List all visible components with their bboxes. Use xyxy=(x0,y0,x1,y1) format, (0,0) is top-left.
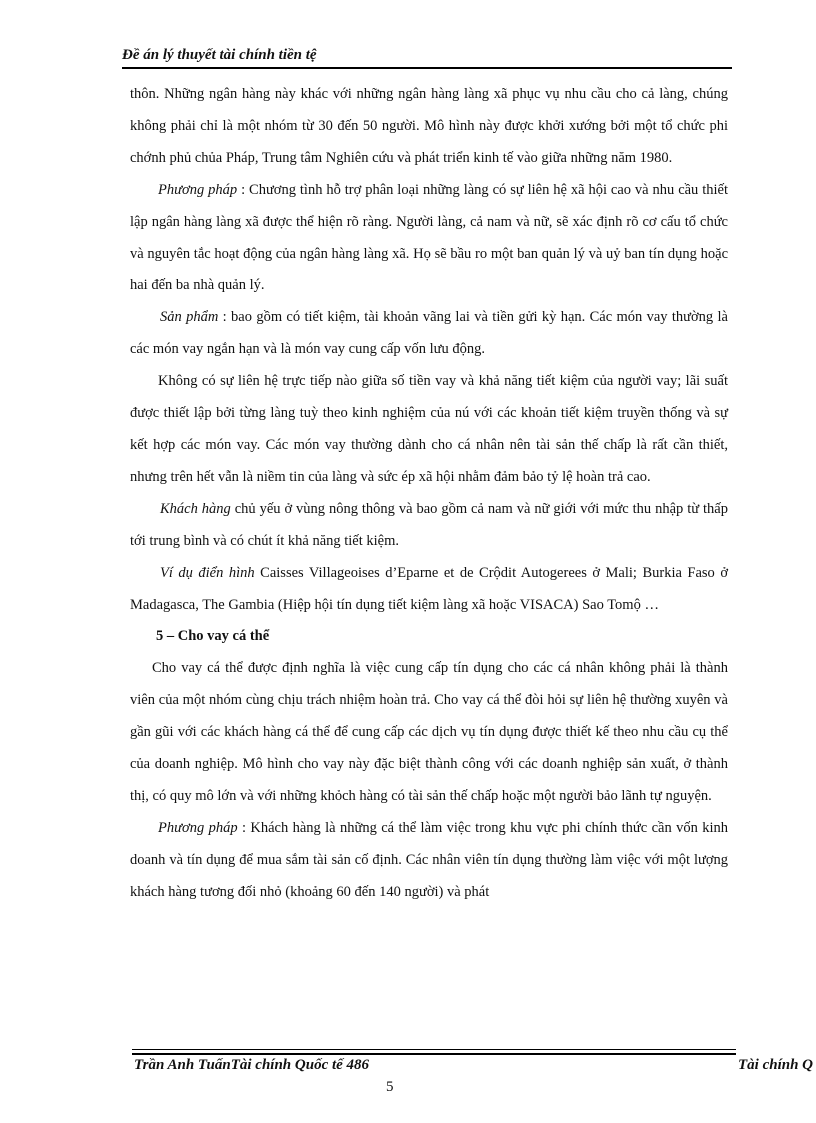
text-customers: chủ yếu ở vùng nông thông và bao gồm cả nam và nữ giới với mức thu nhập từ thấp tới trung bình và có chút ít khả năng tiết kiệm. xyxy=(130,500,728,549)
footer-author: Trần Anh TuấnTài chính Quốc tế 486 xyxy=(134,1057,370,1073)
footer-rule-thin xyxy=(132,1049,736,1050)
paragraph-individual-lending: Cho vay cá thể được định nghĩa là việc cung cấp tín dụng cho các cá nhân không phải là thành viên của một nhóm cùng chịu trách nhiệm hoàn trả. Cho vay cá thể đòi hỏi sự liên hệ thường xuyên và gần gũi với các khách hàng cá thể để cung cấp các dịch vụ tín dụng được thiết kế theo nhu cầu cụ thể của doanh nghiệp. Mô hình cho vay này đặc biệt thành công với các doanh nghiệp sản xuất, ở thành thị, có quy mô lớn và với những khỏch hàng có tài sản thế chấp hoặc một người bảo lãnh tự nguyện. xyxy=(130,660,728,804)
paragraph-examples xyxy=(130,558,728,622)
label-examples: Ví dụ điển hình xyxy=(160,564,255,581)
label-products: Sản phẩm xyxy=(160,309,219,326)
section-heading: 5 – Cho vay cá thể xyxy=(156,628,270,645)
footer-right-text: Tài chính Q xyxy=(738,1057,814,1073)
page-number: 5 xyxy=(386,1079,394,1095)
paragraph-no-relation: Không có sự liên hệ trực tiếp nào giữa số tiền vay và khả năng tiết kiệm của người vay; lãi suất được thiết lập bởi từng làng tuỳ theo kinh nghiệm của nú với các khoản tiết kiệm truyền thống và sự kết hợp các món vay. Các món vay thường dành cho cá nhân nên tài sản thế chấp là rất cần thiết, nhưng trên hết vẫn là niềm tin của làng và sức ép xã hội nhằm đảm bảo tỷ lệ hoàn trả cao. xyxy=(130,373,728,485)
page-header-title: Đề án lý thuyết tài chính tiền tệ xyxy=(122,47,317,63)
paragraph-method xyxy=(130,175,728,303)
text-examples: Caisses Villageoises d’Eparne et de Crộdit Autogerees ở Mali; Burkia Faso ở Madagasca, The Gambia (Hiệp hội tín dụng tiết kiệm làng xã hoặc VISACA) Sao Tomộ … xyxy=(130,564,728,613)
label-method: Phương pháp xyxy=(158,181,238,198)
text-method: : Chương tình hỗ trợ phân loại những làng có sự liên hệ xã hội cao và nhu cầu thiết lập ngân hàng làng xã được thể hiện rõ ràng. Người làng, cả nam và nữ, sẽ xác định rõ cơ cấu tổ chức và nguyên tắc hoạt động của ngân hàng làng xã. Họ sẽ bầu ro một ban quản lý và uỷ ban tín dụng hoặc hai đến ba nhà quản lý. xyxy=(130,181,728,294)
document-body xyxy=(130,79,728,909)
label-customers: Khách hàng xyxy=(160,500,231,517)
paragraph-products xyxy=(130,302,728,366)
header-rule xyxy=(122,67,732,69)
footer-rule-thick xyxy=(132,1053,736,1055)
paragraph-1: thôn. Những ngân hàng này khác với những ngân hàng làng xã phục vụ nhu cầu cho cả làng, chúng không phải chỉ là một nhóm từ 30 đến 50 người. Mô hình này được khởi xướng bởi một tổ chức phi chớnh phủ chủa Pháp, Trung tâm Nghiên cứu và phát triển kinh tế vào giữa những năm 1980. xyxy=(130,86,728,166)
text-products: : bao gồm có tiết kiệm, tài khoản vãng lai và tiền gửi kỳ hạn. Các món vay thường là các món vay ngắn hạn và là món vay cung cấp vốn lưu động. xyxy=(130,309,728,358)
text-method-2: : Khách hàng là những cá thể làm việc trong khu vực phi chính thức cần vốn kinh doanh và tín dụng để mua sắm tài sản cố định. Các nhân viên tín dụng thường làm việc với một lượng khách hàng tương đối nhỏ (khoảng 60 đến 140 người) và phát xyxy=(130,819,728,900)
paragraph-customers xyxy=(130,494,728,558)
label-method-2: Phương pháp xyxy=(158,819,238,836)
paragraph-method-2 xyxy=(130,813,728,909)
